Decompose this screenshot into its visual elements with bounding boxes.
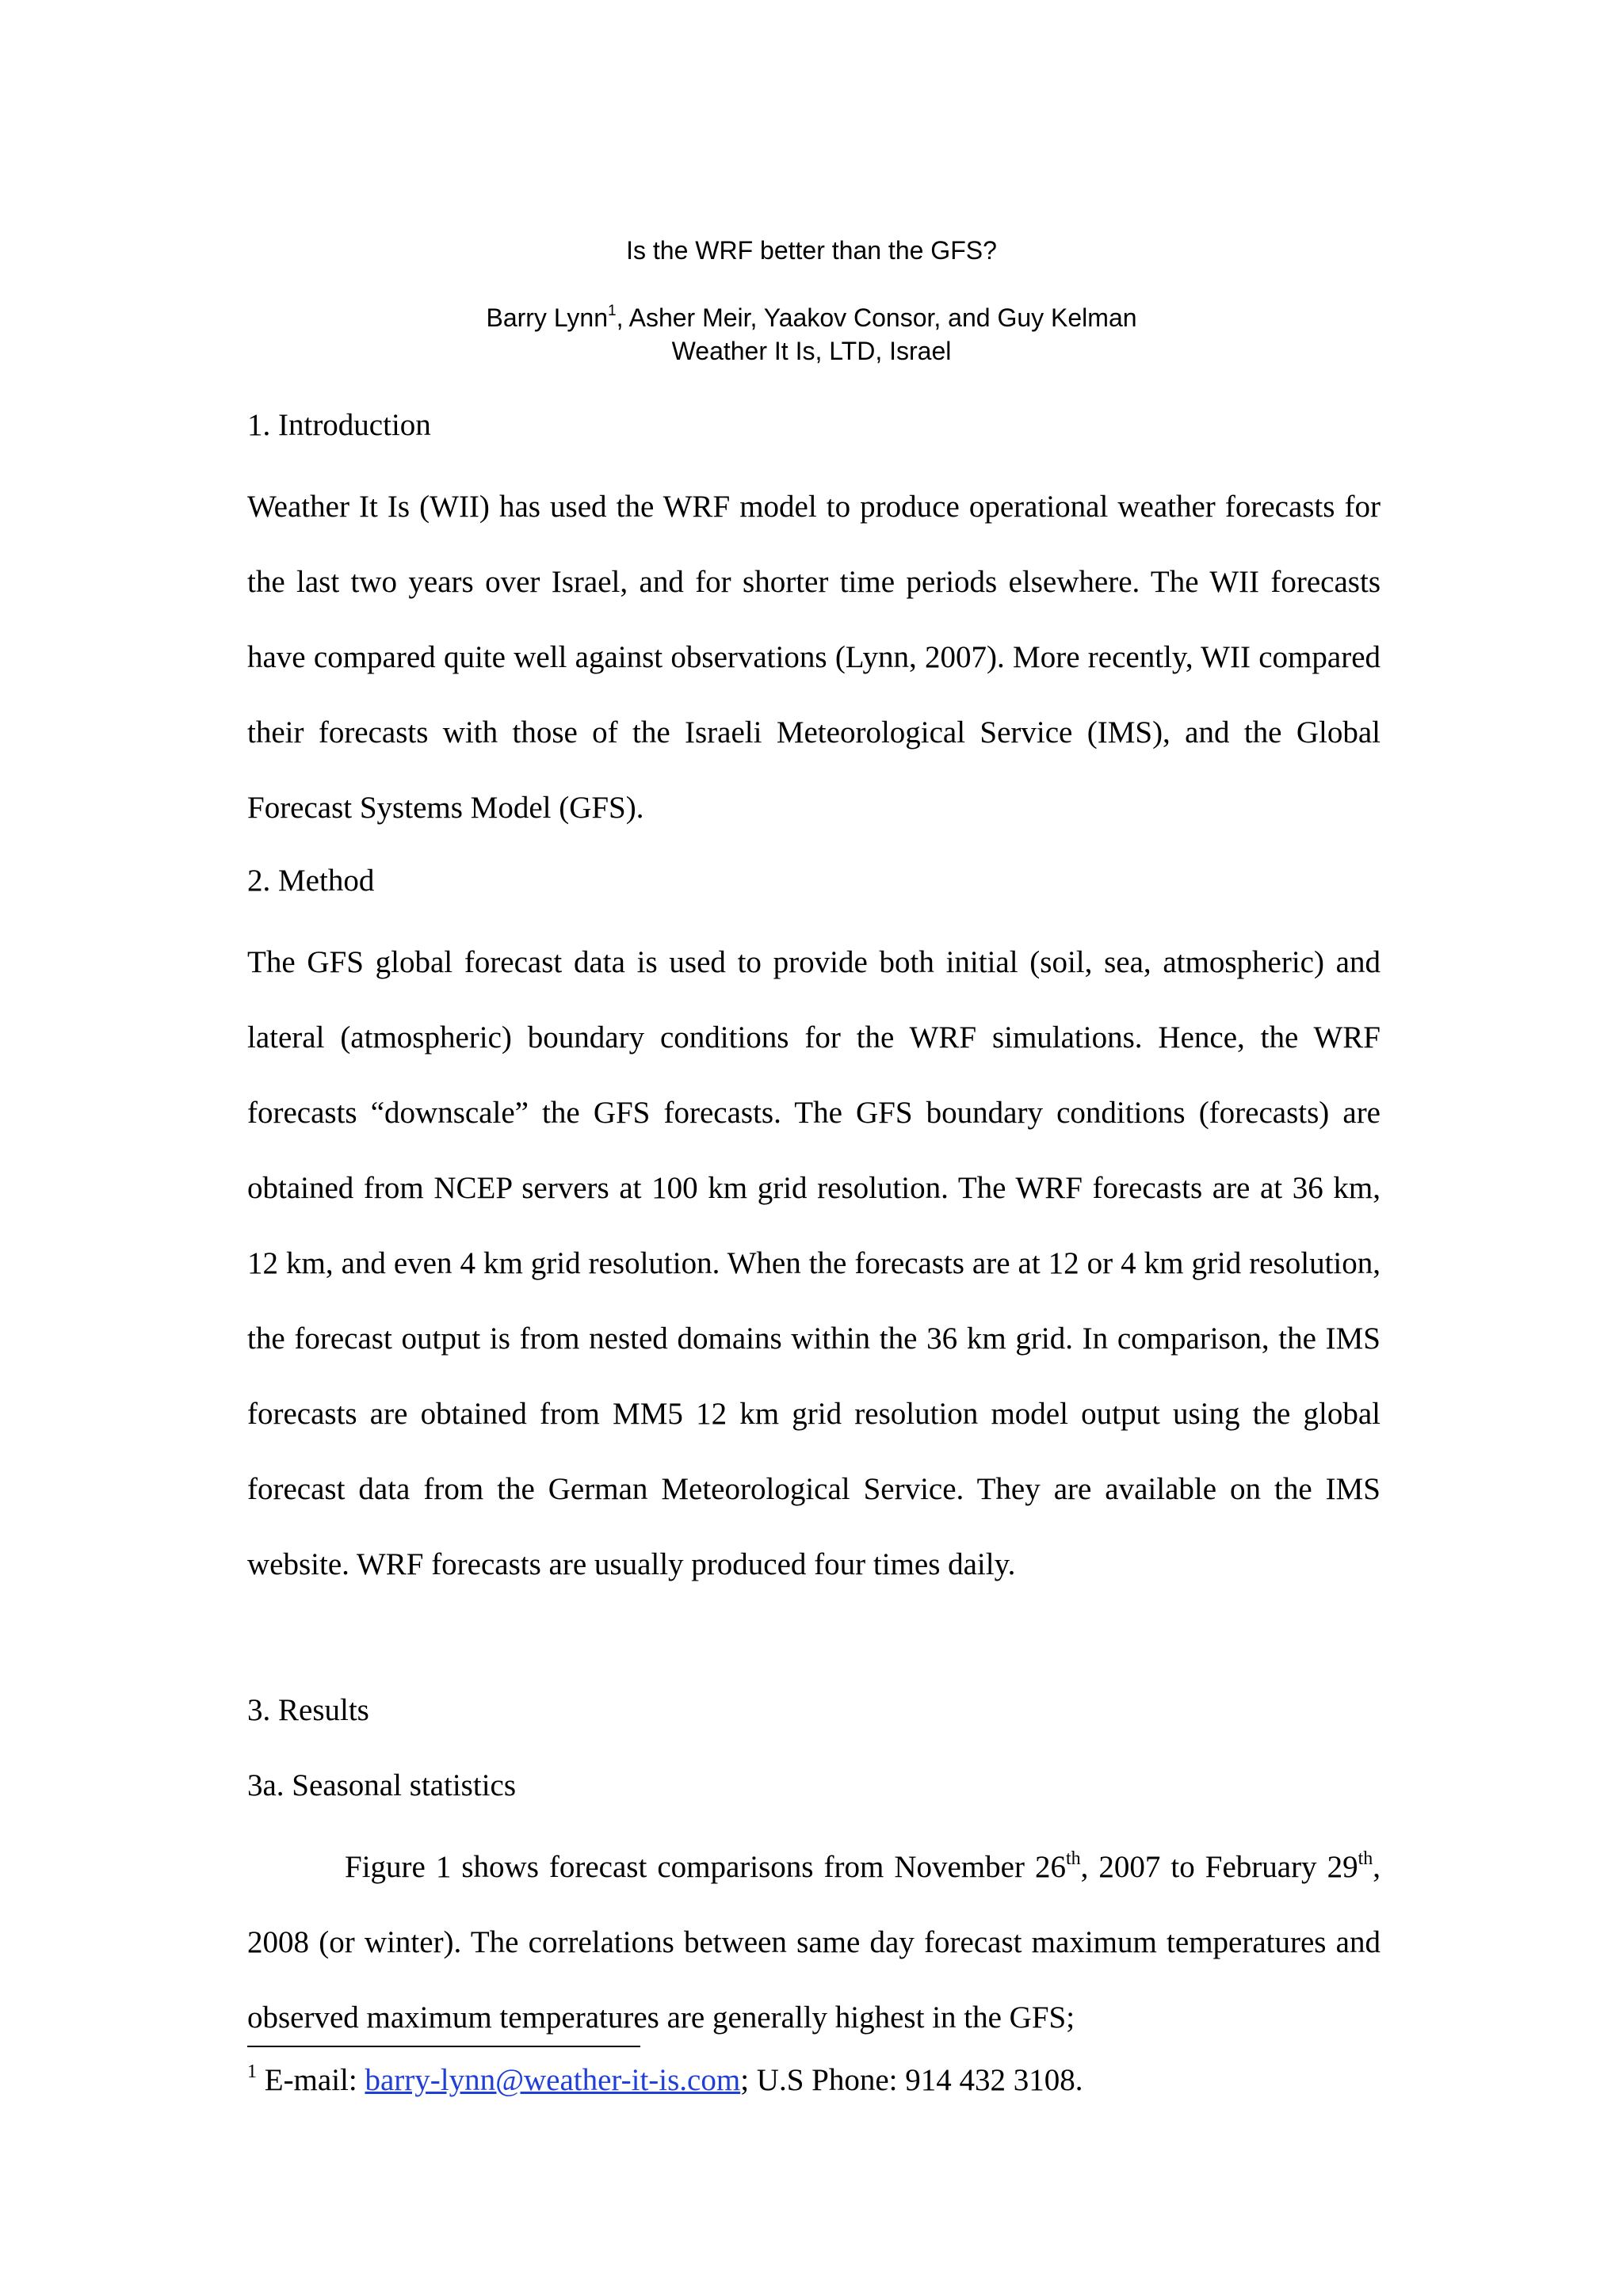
author-line: [0, 301, 1623, 334]
affiliation: Weather It Is, LTD, Israel: [671, 337, 952, 365]
ordinal-suffix: th: [1065, 1848, 1081, 1869]
footnote-marker: 1: [247, 2061, 257, 2082]
author-others: , Asher Meir, Yaakov Consor, and Guy Kelman: [616, 303, 1137, 332]
footnote: [247, 2062, 1083, 2098]
author-footnote-marker: 1: [608, 303, 617, 319]
method-paragraph: The GFS global forecast data is used to provide both initial (soil, sea, atmospheric) and lateral (atmospheric) boundary conditions for the WRF simulations. Hence, the WRF forecasts “downscale” the GFS forecasts. The GFS boundary conditions (forecasts) are obtained from NCEP servers at 100 km grid resolution. The WRF forecasts are at 36 km, 12 km, and even 4 km grid resolution. When the forecasts are at 12 or 4 km grid resolution, the forecast output is from nested domains within the 36 km grid. In comparison, the IMS forecasts are obtained from MM5 12 km grid resolution model output using the global forecast data from the German Meteorological Service. They are available on the IMS website. WRF forecasts are usually produced four times daily.: [247, 945, 1381, 1581]
paper-title: Is the WRF better than the GFS?: [626, 236, 997, 265]
email-link[interactable]: barry-lynn@weather-it-is.com: [365, 2063, 741, 2097]
subsection-heading-seasonal-statistics: 3a. Seasonal statistics: [247, 1768, 517, 1802]
author-first: Barry Lynn: [486, 303, 609, 332]
seasonal-text-part2: , 2007 to February 29: [1080, 1850, 1358, 1884]
footnote-phone: ; U.S Phone: 914 432 3108.: [740, 2063, 1083, 2097]
introduction-paragraph: Weather It Is (WII) has used the WRF model to produce operational weather forecasts for the last two years over Israel, and for shorter time periods elsewhere. The WII forecasts have compared quite well against observations (Lynn, 2007). More recently, WII compared their forecasts with those of the Israeli Meteorological Service (IMS), and the Global Forecast Systems Model (GFS).: [247, 490, 1381, 825]
ordinal-suffix: th: [1358, 1848, 1373, 1869]
author-block: [0, 301, 1623, 368]
footnote-divider: [247, 2046, 640, 2047]
seasonal-statistics-paragraph: [247, 1829, 1381, 2055]
section-heading-results: 3. Results: [247, 1693, 369, 1727]
seasonal-text-part1: Figure 1 shows forecast comparisons from November 26: [345, 1850, 1066, 1884]
section-heading-method: 2. Method: [247, 864, 375, 898]
section-heading-introduction: 1. Introduction: [247, 408, 431, 442]
footnote-label: E-mail:: [257, 2063, 365, 2097]
seasonal-text-part3: , 2008 (or winter). The correlations between same day forecast maximum temperatures and observed maximum temperatures are generally highest in the GFS;: [247, 1850, 1381, 2035]
